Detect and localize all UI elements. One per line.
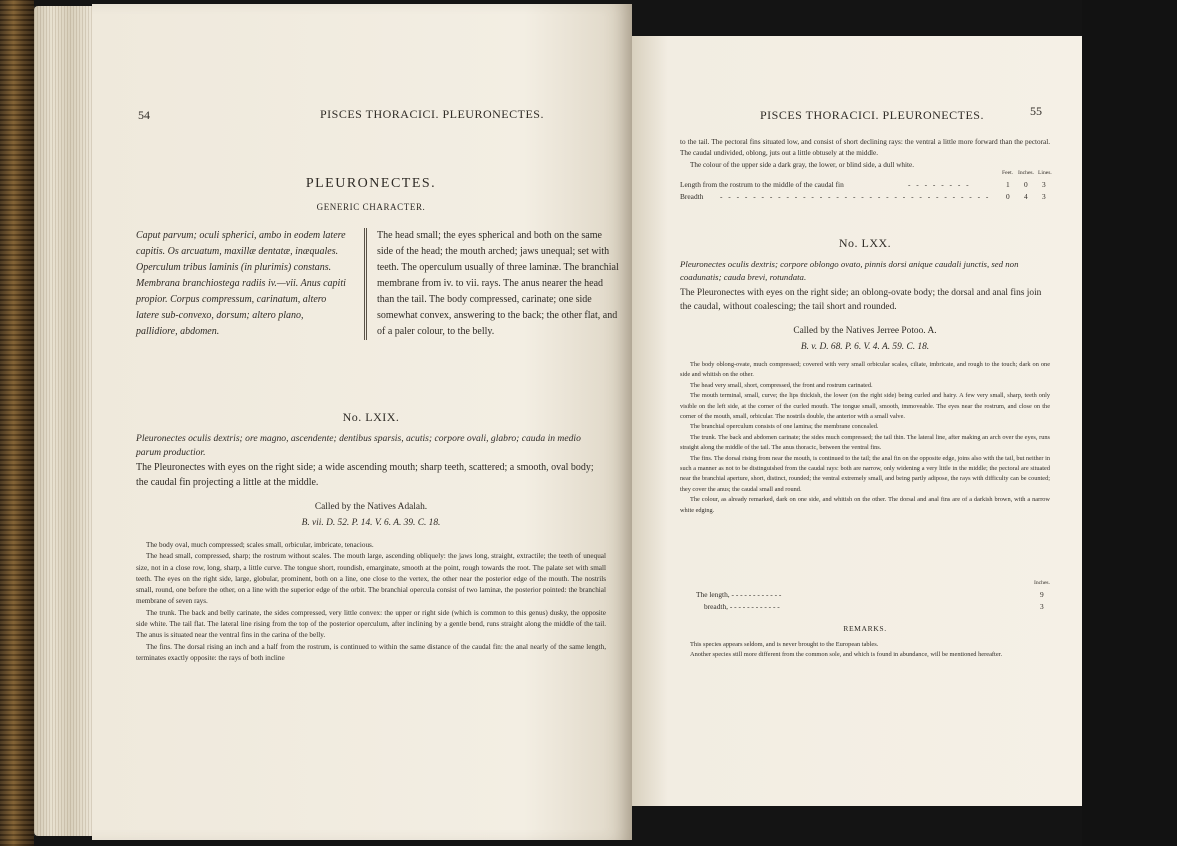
dimensions-table-69: Feet. Inches. Lines. Length from the rostrum to the middle of the caudal fin - - - - - - - - 1 0 3 Breadth - - - - - - - - - - - - - - - - - - - - - - - - - - - - - - - - - 0 4 3 — [680, 170, 1052, 201]
right-page-number: 55 — [1030, 104, 1042, 118]
species-69-latin: Pleuronectes oculis dextris; ore magno, ascendente; dentibus sparsis, acutis; corpore ovali, glabro; cauda in medio parum productior. — [136, 433, 581, 458]
description-paragraph: The trunk. The back and belly carinate, the sides compressed, very little convex: the upper or right side (which is common to this genus) dusky, the opposite side white. The tail flat. The lateral line rising from the top of the posterior operculum, after inclining by a gentle bend, runs straight along the middle of the tail. The anus is situated near the ventral fins in the carina of the belly. — [136, 608, 606, 640]
dim-row-label: Length from the rostrum to the middle of the caudal fin — [680, 180, 844, 189]
description-paragraph: The colour, as already remarked, dark on one side, and whitish on the other. The dorsal and anal fins are of a darkish brown, with a narrow white edging. — [680, 496, 1050, 514]
species-70-number: No. LXX. — [838, 236, 892, 250]
description-paragraph: The mouth terminal, small, curve; the lips thickish, the lower (on the right side) being curled and hairy. A few very small, sharp, teeth only visible on the left side, at the corner of the curled mouth. The tongue small, smooth, immoveable. The eyes near the rostrum, and close on the corner of the mouth, small, orbicular. The nostrils double, the anterior with a small valve. — [680, 392, 1050, 421]
latin-character-text: Caput parvum; oculi spherici, ambo in eodem latere capitis. Os arcuatum, maxillæ dentatæ, inæquales. Operculum tribus laminis (in plurimis) constans. Membrana branchiostega radiis iv.—vii. Anus capiti propior. Corpus compressum, carinatum, altero latere sub-convexo, dorsum; altero plano, pallidiore, abdomen. — [136, 230, 346, 337]
species-70-fin-formula: B. v. D. 68. P. 6. V. 4. A. 59. C. 18. — [800, 342, 930, 352]
page-stack-edge — [34, 6, 94, 836]
species-69-fin-formula: B. vii. D. 52. P. 14. V. 6. A. 39. C. 18. — [301, 518, 441, 528]
dim-header-feet: Feet. — [1002, 170, 1014, 176]
english-character-text: The head small; the eyes spherical and both on the same side of the head; the mouth arched; jaws unequal; set with teeth. The operculum usually of three laminæ. The branchial membrane from iv. to vii. rays. The anus nearer the head than the tail. The body compressed, carinate; one side somewhat convex, answering to the back; the other flat, and of a paler colour, to the belly. — [364, 228, 619, 340]
dim-value: 9 — [1040, 590, 1044, 599]
dim-value: 0 — [1024, 180, 1028, 189]
book-cover-edge — [0, 0, 34, 846]
dim-value: 3 — [1042, 180, 1046, 189]
description-paragraph: The trunk. The back and abdomen carinate; the sides much compressed; the tail thin. The lateral line, after making an arch over the eyes, runs straight along the middle of the tail. The anus thoracic, between the ventral fins. — [680, 433, 1050, 452]
description-paragraph: The body oblong-ovate, much compressed; covered with very small orbicular scales, ciliate, imbricate, and rough to the touch; dark on one side and whitish on the other. — [680, 361, 1050, 379]
species-70-latin: Pleuronectes oculis dextris; corpore oblongo ovato, pinnis dorsi anique caudali junctis, sed non coadunatis; cauda brevi, rotundata. — [680, 259, 1019, 282]
species-69-continued — [680, 137, 1050, 171]
dim-value: 0 — [1006, 192, 1010, 201]
remarks-paragraph: This species appears seldom, and is never brought to the European tables. — [690, 641, 879, 648]
genus-title: PLEURONECTES. — [305, 176, 437, 191]
species-69-english: The Pleuronectes with eyes on the right side; a wide ascending mouth; sharp teeth, scattered; a smooth, oval body; the caudal fin projecting a little at the middle. — [136, 462, 594, 488]
dim-row-label: Breadth — [680, 192, 704, 201]
description-paragraph: The branchial operculum consists of one lamina; the membrane concealed. — [690, 423, 879, 431]
dim-row-label: The length, - - - - - - - - - - - - — [696, 590, 782, 599]
species-69-number: No. LXIX. — [342, 410, 400, 424]
right-running-head: PISCES THORACICI. PLEURONECTES. — [760, 108, 984, 122]
species-70-description — [680, 360, 1050, 516]
dim-value: 4 — [1024, 192, 1028, 201]
description-paragraph: The fins. The dorsal rising an inch and a half from the rostrum, is continued to within the same distance of the caudal fin: the anal nearly of the same length, terminates exactly opposite: the rays of both incline — [136, 642, 606, 662]
remarks-paragraph: Another species still more different from the common sole, and which is found in abundance, will be mentioned hereafter. — [690, 651, 1003, 659]
description-paragraph: The body oval, much compressed; scales small, orbicular, imbricate, tenacious. — [146, 541, 374, 549]
dim-header-inches: Inches. — [1034, 580, 1050, 586]
dim-row-label: breadth, - - - - - - - - - - - - — [704, 602, 780, 611]
species-69-native-name: Called by the Natives Adalah. — [314, 502, 428, 512]
description-paragraph: The head very small, short, compressed, the front and rostrum carinated. — [690, 381, 873, 389]
species-70-english: The Pleuronectes with eyes on the right side; an oblong-ovate body; the dorsal and anal fins join the caudal, without coalescing; the tail short and rounded. — [680, 288, 1042, 312]
continued-paragraph: to the tail. The pectoral fins situated low, and consist of short declining rays: the ventral a little more forward than the pectoral. The caudal undivided, oblong, juts out a little obtusely at the middle. — [680, 138, 1050, 158]
species-70-native-name: Called by the Natives Jerree Potoo. A. — [793, 326, 937, 336]
description-paragraph: The head small, compressed, sharp; the rostrum without scales. The mouth large, ascending obliquely: the jaws long, straight, extractile; the teeth of unequal size, not in a close row, long, sharp, a little curve. The tongue short, roundish, emarginate, smooth at the point, rough towards the root. The palate set with small teeth. The eyes on the right side, large, globular, prominent, both on a line, one close to the vertex, the other near the posterior edge of the mouth. The nostrils small, round, one before the other, on a line with the superior edge of the orbit. The branchial opercula consist of two laminæ, the posterior pointed: the branchial membrane of seven rays. — [136, 552, 606, 606]
continued-paragraph: The colour of the upper side a dark gray, the lower, or blind side, a dull white. — [690, 160, 914, 169]
remarks-text — [680, 640, 1050, 661]
species-69-description — [136, 540, 606, 664]
dimensions-table-70 — [680, 580, 1050, 620]
dim-value: 3 — [1040, 602, 1044, 611]
left-page-number: 54 — [138, 108, 150, 122]
dim-header-inches: Inches. — [1018, 170, 1034, 176]
generic-character-title: GENERIC CHARACTER. — [316, 202, 426, 212]
dim-header-lines: Lines. — [1038, 170, 1052, 176]
remarks-title: REMARKS. — [843, 624, 887, 633]
dim-value: 1 — [1006, 180, 1010, 189]
description-paragraph: The fins. The dorsal rising from near the mouth, is continued to the tail; the anal fin on the opposite edge, joins also with the tail, but neither in such a manner as not to be distinguished from the caudal rays: both are narrow, only widening a very little in the middle; the pectoral are situated near the branchial aperture, short, distinct, rounded; the ventral extremely small, and being partly adipose, the rays with difficulty can be counted; they cover the anus; the caudal small and round. — [680, 454, 1050, 493]
dark-background — [1082, 0, 1177, 846]
left-running-head: PISCES THORACICI. PLEURONECTES. — [320, 107, 544, 121]
dim-value: 3 — [1042, 192, 1046, 201]
generic-character-columns — [136, 228, 619, 378]
